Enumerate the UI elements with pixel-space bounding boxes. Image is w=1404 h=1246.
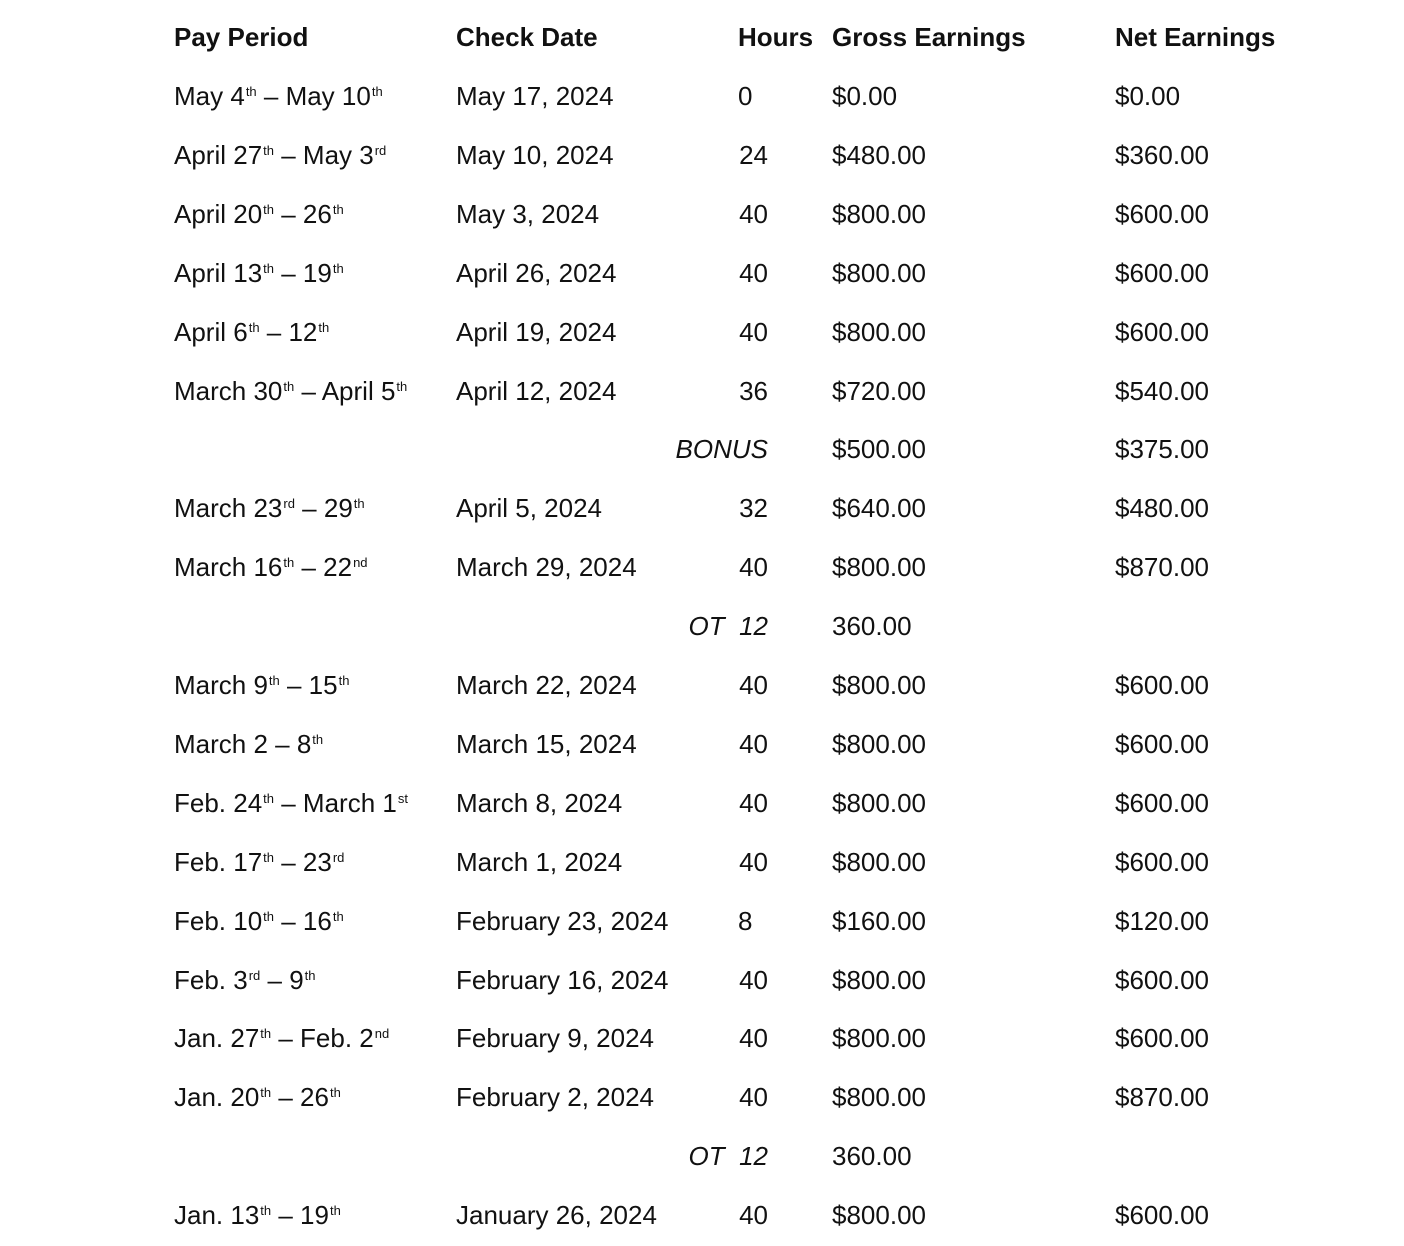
check-date-cell: March 1, 2024	[456, 846, 623, 877]
check-date-cell: January 26, 2024	[456, 1200, 657, 1231]
table-row	[0, 1127, 1404, 1186]
table-row	[0, 303, 1404, 362]
header-check-date: Check Date	[456, 22, 598, 52]
table-row	[0, 420, 1404, 479]
pay-period-cell: April 6th – 12th	[174, 316, 330, 347]
gross-earnings-cell: $800.00	[832, 728, 926, 759]
table-row	[0, 1186, 1404, 1245]
table-row	[0, 1068, 1404, 1127]
header-hours: Hours	[738, 22, 814, 52]
table-row	[0, 244, 1404, 303]
pay-period-cell: Jan. 20th – 26th	[174, 1082, 341, 1113]
table-row	[0, 67, 1404, 126]
pay-period-cell: March 2 – 8th	[174, 728, 324, 759]
check-date-cell: February 9, 2024	[456, 1023, 655, 1054]
pay-period-cell: Feb. 3rd – 9th	[174, 964, 316, 995]
pay-period-cell: March 23rd – 29th	[174, 493, 365, 524]
check-date-cell: April 12, 2024	[456, 375, 617, 406]
hours-cell: 40	[739, 964, 768, 995]
hours-cell: 40	[739, 1082, 768, 1113]
gross-earnings-cell: $640.00	[832, 493, 926, 524]
net-earnings-cell: $360.00	[1115, 139, 1209, 170]
hours-cell: 40	[739, 552, 768, 583]
pay-period-cell: Feb. 24th – March 1st	[174, 787, 408, 818]
gross-earnings-cell: $160.00	[832, 905, 926, 936]
pay-period-cell: March 16th – 22nd	[174, 552, 368, 583]
hours-cell: 40	[739, 670, 768, 700]
hours-cell: BONUS	[675, 434, 768, 465]
hours-cell: 0	[738, 81, 753, 111]
header-gross-earnings: Gross Earnings	[832, 22, 1026, 52]
hours-cell: 40	[739, 257, 768, 288]
check-date-cell: March 22, 2024	[456, 670, 637, 700]
pay-period-cell: April 27th – May 3rd	[174, 139, 387, 170]
table-row	[0, 892, 1404, 951]
pay-period-cell: April 13th – 19th	[174, 257, 344, 288]
gross-earnings-cell: 360.00	[832, 1141, 912, 1172]
table-row	[0, 362, 1404, 421]
check-date-cell: May 10, 2024	[456, 139, 614, 170]
check-date-cell: May 3, 2024	[456, 198, 600, 229]
gross-earnings-cell: $800.00	[832, 670, 926, 700]
check-date-cell: March 15, 2024	[456, 728, 637, 759]
net-earnings-cell: $540.00	[1115, 375, 1209, 406]
net-earnings-cell: $600.00	[1115, 670, 1209, 700]
gross-earnings-cell: $800.00	[832, 846, 926, 877]
gross-earnings-cell: $0.00	[832, 81, 898, 111]
table-row	[0, 126, 1404, 185]
check-date-cell: April 19, 2024	[456, 316, 617, 347]
check-date-cell: February 2, 2024	[456, 1082, 655, 1113]
net-earnings-cell: $870.00	[1115, 1082, 1209, 1113]
net-earnings-cell: $600.00	[1115, 728, 1209, 759]
check-date-cell: March 29, 2024	[456, 552, 637, 583]
check-date-cell: March 8, 2024	[456, 787, 623, 818]
pay-period-cell: Jan. 27th – Feb. 2nd	[174, 1023, 390, 1054]
net-earnings-cell: $480.00	[1115, 493, 1209, 524]
net-earnings-cell: $600.00	[1115, 198, 1209, 229]
table-row	[0, 597, 1404, 656]
gross-earnings-cell: $800.00	[832, 1023, 926, 1054]
hours-cell: 40	[739, 728, 768, 759]
net-earnings-cell: $600.00	[1115, 316, 1209, 347]
hours-cell: 40	[739, 787, 768, 818]
gross-earnings-cell: $800.00	[832, 257, 926, 288]
check-date-cell: February 23, 2024	[456, 905, 669, 936]
table-row	[0, 479, 1404, 538]
net-earnings-cell: $600.00	[1115, 257, 1209, 288]
hours-cell: 40	[739, 198, 768, 229]
hours-cell: OT 12	[688, 1141, 768, 1172]
gross-earnings-cell: $500.00	[832, 434, 926, 465]
hours-cell: 40	[739, 846, 768, 877]
header-pay-period: Pay Period	[174, 22, 309, 52]
table-row	[0, 1009, 1404, 1068]
hours-cell: 32	[739, 493, 768, 524]
hours-cell: 8	[738, 905, 753, 936]
gross-earnings-cell: $480.00	[832, 139, 926, 170]
net-earnings-cell: $120.00	[1115, 905, 1209, 936]
table-header	[0, 8, 1404, 67]
table-row	[0, 715, 1404, 774]
pay-period-cell: Feb. 10th – 16th	[174, 905, 344, 936]
gross-earnings-cell: $720.00	[832, 375, 926, 406]
net-earnings-cell: $600.00	[1115, 964, 1209, 995]
check-date-cell: April 5, 2024	[456, 493, 602, 524]
net-earnings-cell: $870.00	[1115, 552, 1209, 583]
hours-cell: 40	[739, 1200, 768, 1231]
table-row	[0, 774, 1404, 833]
gross-earnings-cell: $800.00	[832, 198, 926, 229]
pay-period-cell: May 4th – May 10th	[174, 81, 383, 111]
check-date-cell: February 16, 2024	[456, 964, 669, 995]
net-earnings-cell: $600.00	[1115, 1023, 1209, 1054]
pay-period-cell: April 20th – 26th	[174, 198, 344, 229]
net-earnings-cell: $600.00	[1115, 846, 1209, 877]
hours-cell: 24	[739, 139, 768, 170]
hours-cell: 36	[739, 375, 768, 406]
hours-cell: 40	[739, 316, 768, 347]
gross-earnings-cell: $800.00	[832, 1082, 926, 1113]
pay-period-cell: Feb. 17th – 23rd	[174, 846, 345, 877]
check-date-cell: April 26, 2024	[456, 257, 617, 288]
hours-cell: 40	[739, 1023, 768, 1054]
net-earnings-cell: $600.00	[1115, 1200, 1209, 1231]
gross-earnings-cell: $800.00	[832, 1200, 926, 1231]
check-date-cell: May 17, 2024	[456, 81, 614, 111]
pay-period-cell: March 30th – April 5th	[174, 375, 408, 406]
pay-period-cell: March 9th – 15th	[174, 670, 350, 700]
table-row	[0, 833, 1404, 892]
pay-period-cell: Jan. 13th – 19th	[174, 1200, 341, 1231]
table-row	[0, 185, 1404, 244]
header-net-earnings: Net Earnings	[1115, 22, 1276, 52]
net-earnings-cell: $375.00	[1115, 434, 1209, 465]
hours-cell: OT 12	[688, 611, 768, 642]
net-earnings-cell: $600.00	[1115, 787, 1209, 818]
gross-earnings-cell: $800.00	[832, 964, 926, 995]
gross-earnings-cell: $800.00	[832, 787, 926, 818]
gross-earnings-cell: 360.00	[832, 611, 912, 642]
table-row	[0, 656, 1404, 715]
gross-earnings-cell: $800.00	[832, 316, 926, 347]
table-row	[0, 538, 1404, 597]
table-row	[0, 951, 1404, 1010]
net-earnings-cell: $0.00	[1115, 81, 1181, 111]
gross-earnings-cell: $800.00	[832, 552, 926, 583]
